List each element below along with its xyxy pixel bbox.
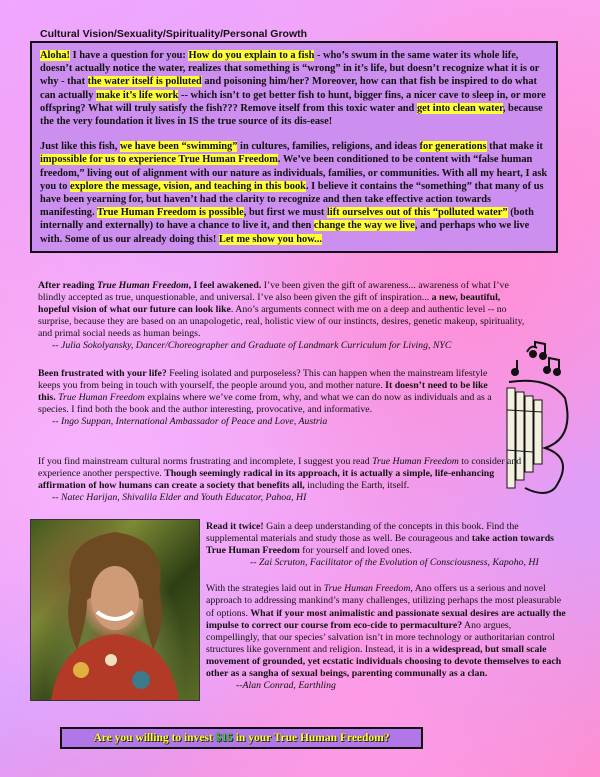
testimonial-3-text-3: including the Earth, itself. [304,480,410,492]
testimonial-4-text-2: for yourself and loved ones. [299,545,412,557]
testimonial-3-signature: -- Natec Harijan, Shivalila Elder and Youth Educator, Pahoa, HI [52,492,307,504]
author-portrait-image [31,520,199,700]
testimonial-5-emphasis-2: a widespread, but small scale movement of grounded, yet ecstatic individuals choosing to devote themselves to each other as a sangha of sexual beings, parenting communally as a clan. [206,643,562,680]
testimonial-2 [38,368,493,428]
intro-box [30,41,558,253]
highlighted-phrase: True Human Freedom is possible [96,207,244,219]
right-testimonials [206,521,566,692]
testimonial-1 [38,280,533,353]
testimonial-1-text-2: . Ano’s arguments connect with me on a deep and authentic level -- no surprise, because they are based on an unapologetic, real, holistic view of our instincts, desires, genetic makeup, spirituality, and primal social needs as human beings. [38,304,525,340]
invest-text-end: in your True Human Freedom? [232,732,390,744]
intro-text: - who’s swum in the same water its whole life, doesn’t actually notice the water, realizes that something is “wrong” in it’s life, but doesn’t recognize what it is or why - that [40,50,540,88]
testimonial-3-text: If you find mainstream cultural norms frustrating and incomplete, I suggest you read [38,456,373,467]
intro-text: . We’ve been conditioned to be content with “false human freedom,” living out of alignment with our nature as individuals, families, or communities. With all my heart, I ask you to [40,154,548,192]
testimonial-1-text: I’ve been given the gift of awareness... awareness of what I’ve blindly accepted as true, unquestionable, and universal. I’ve also been given the gift of inspiration... [38,280,509,304]
intro-text: , and perhaps who we live with. Some of us our already doing this! [40,220,530,245]
testimonial-5-emphasis: What if your most animalistic and passionate sexual desires are actually the impulse to correct our course from eco-cide to permaculture? [206,607,566,631]
author-photo [30,519,200,701]
testimonial-1-lead: After reading [38,280,97,291]
testimonial-2-emphasis: It doesn’t need to be like this. [38,380,488,404]
intro-text: Just like this fish, [40,141,120,153]
testimonial-5-text-3: Ano argues, compellingly, that our species’ salvation isn’t in more technology or authoritarian control structures like government and religion. Instead, it is in [206,619,555,655]
highlighted-phrase: Aloha! [40,50,71,61]
price-amount: $15 [215,732,233,744]
highlighted-phrase: explore the message, vision, and teaching in this book [70,180,306,192]
highlighted-phrase: lift ourselves out of this “polluted water” [326,207,508,219]
highlighted-phrase: get into clean water [416,102,503,114]
testimonial-5 [206,583,566,692]
highlighted-phrase: Let me show you how... [218,233,322,245]
testimonial-1-lead-end: , I feel awakened. [188,280,262,291]
testimonial-1-book-title: True Human Freedom [96,280,189,291]
testimonial-3-text-2: to consider and experience another perspective. [38,456,522,480]
testimonial-4-signature: -- Zai Scruton, Facilitator of the Evolution of Consciousness, Kapoho, HI [250,557,539,569]
intro-text: in cultures, families, religions, and ideas [237,141,420,153]
highlighted-phrase: change the way we live [313,220,415,232]
highlighted-phrase: impossible for us to experience True Human Freedom [40,154,278,166]
intro-paragraph-1 [40,49,548,128]
section-header: Cultural Vision/Sexuality/Spirituality/Personal Growth [40,28,308,40]
highlighted-phrase: the water itself is polluted [87,76,202,88]
testimonial-4-lead: Read it twice! [206,521,264,532]
testimonial-5-text: With the strategies laid out in [206,583,324,595]
testimonial-3-emphasis: Though seemingly radical in its approach, it is actually a simple, life-enhancing affirmation of how humans can create a society that benefits all, [38,468,495,492]
intro-text: , but first we must [243,207,327,219]
highlighted-phrase: How do you explain to a fish [188,50,315,61]
testimonial-3 [38,456,533,504]
intro-text: -- which isn’t to get better fish to hunt, bigger fins, a nicer cave to sleep in, or more offspring? What will truly satisfy the fish??? Remove itself from this toxic water and [40,89,546,114]
highlighted-phrase: make it’s life work [96,89,179,101]
testimonial-2-signature: -- Ingo Suppan, International Ambassador of Peace and Love, Austria [52,416,328,428]
testimonial-1-signature: -- Julia Sokolyansky, Dancer/Choreographer and Graduate of Landmark Curriculum for Living, NYC [52,340,452,352]
testimonial-2-text: Feeling isolated and purposeless? This can happen when the mainstream lifestyle keeps you from being in touch with yourself, the people around you, and mother nature. [38,368,488,392]
testimonial-2-text-2: explains where we’ve come from, why, and what we can do now as individuals and as a species. I find both the book and the author interesting, provocative, and informative. [38,392,492,416]
testimonial-2-lead: Been frustrated with your life? [38,368,167,379]
testimonial-4-emphasis: take action towards True Human Freedom [206,533,554,557]
testimonial-4-text: Gain a deep understanding of the concepts in this book. Find the supplemental materials and study those as well. Be courageous and [206,521,519,545]
intro-text: that make it [486,141,543,153]
intro-text: (both internally and externally) to have a chance to live it, and then [40,207,534,232]
invest-text: Are you willing to invest [93,732,216,744]
intro-paragraph-2 [40,140,548,246]
testimonial-2-book-title: True Human Freedom [55,392,145,404]
invest-banner[interactable] [60,727,423,749]
testimonial-5-signature: --Alan Conrad, Earthling [236,680,336,692]
testimonial-5-text-2: , Ano offers us a serious and novel approach to addressing mankind’s many challenges, utilizing perhaps the most pleasurable of options. [206,583,562,619]
highlighted-phrase: for generations [419,141,487,153]
testimonial-5-book-title: True Human Freedom [323,583,411,595]
intro-text: . I believe it contains the “something” that many of us have been yearning for, but haven’t had the clarity to recognize and then take effective action towards manifesting. [40,180,544,219]
intro-text: , because the the very foundation it lives in IS the true source of its dis-ease! [40,102,543,128]
testimonial-4 [206,521,566,569]
intro-text: and poisoning him/her? Moreover, how can that fish be inspired to do what can actually [40,76,537,101]
highlighted-phrase: we have been “swimming” [119,141,238,153]
testimonial-3-book-title: True Human Freedom [372,456,459,467]
testimonial-1-emphasis: a new, beautiful, hopeful vision of what our future can look like [38,292,501,316]
intro-text: I have a question for you: [70,50,189,61]
